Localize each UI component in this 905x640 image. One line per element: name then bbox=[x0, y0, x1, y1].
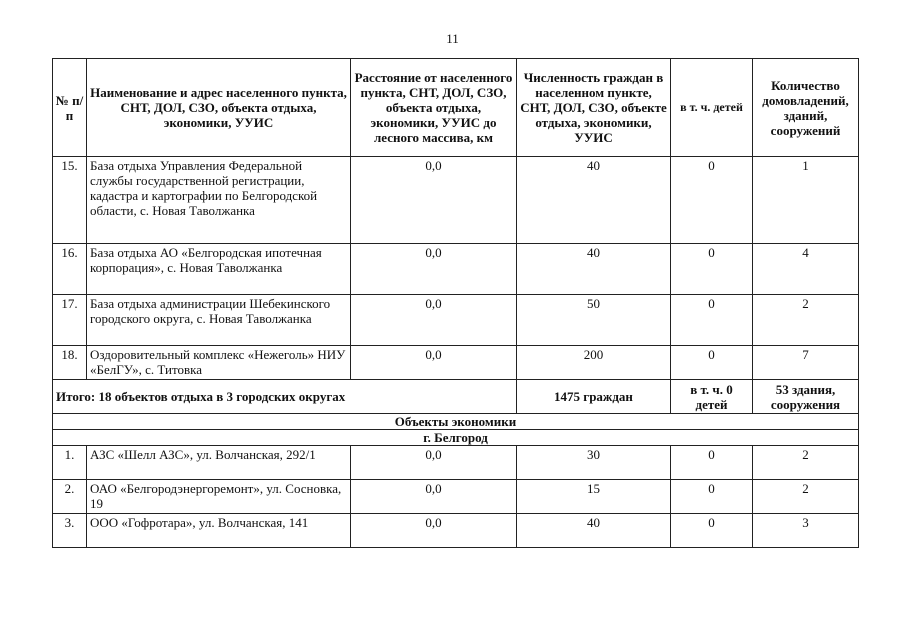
total-buildings: 53 здания, сооружения bbox=[753, 380, 859, 414]
subsection-row bbox=[53, 430, 859, 446]
row-num: 17. bbox=[53, 295, 87, 346]
total-row bbox=[53, 380, 859, 414]
row-name: ОАО «Белгородэнергоремонт», ул. Сосновка, 19 bbox=[87, 480, 351, 514]
row-distance: 0,0 bbox=[351, 346, 517, 380]
table-row bbox=[53, 480, 859, 514]
row-population: 40 bbox=[517, 244, 671, 295]
row-distance: 0,0 bbox=[351, 295, 517, 346]
row-name: База отдыха АО «Белгородская ипотечная корпорация», с. Новая Таволжанка bbox=[87, 244, 351, 295]
row-num: 18. bbox=[53, 346, 87, 380]
row-population: 30 bbox=[517, 446, 671, 480]
row-name: АЗС «Шелл АЗС», ул. Волчанская, 292/1 bbox=[87, 446, 351, 480]
total-label: Итого: 18 объектов отдыха в 3 городских округах bbox=[53, 380, 517, 414]
row-name: База отдыха администрации Шебекинского городского округа, с. Новая Таволжанка bbox=[87, 295, 351, 346]
header-children: в т. ч. детей bbox=[671, 59, 753, 157]
row-buildings: 2 bbox=[753, 295, 859, 346]
row-population: 15 bbox=[517, 480, 671, 514]
total-population: 1475 граждан bbox=[517, 380, 671, 414]
row-distance: 0,0 bbox=[351, 244, 517, 295]
row-population: 200 bbox=[517, 346, 671, 380]
row-buildings: 7 bbox=[753, 346, 859, 380]
row-buildings: 3 bbox=[753, 514, 859, 548]
section-row bbox=[53, 414, 859, 430]
header-num: № п/п bbox=[53, 59, 87, 157]
table-row bbox=[53, 514, 859, 548]
row-children: 0 bbox=[671, 295, 753, 346]
table-row bbox=[53, 157, 859, 244]
row-distance: 0,0 bbox=[351, 157, 517, 244]
row-buildings: 2 bbox=[753, 446, 859, 480]
row-distance: 0,0 bbox=[351, 480, 517, 514]
objects-table bbox=[52, 58, 859, 548]
table-row bbox=[53, 446, 859, 480]
section-title: Объекты экономики bbox=[53, 414, 859, 430]
header-population: Численность граждан в населенном пункте, СНТ, ДОЛ, СЗО, объекте отдыха, экономики, УУИС bbox=[517, 59, 671, 157]
row-children: 0 bbox=[671, 244, 753, 295]
row-name: Оздоровительный комплекс «Нежеголь» НИУ «БелГУ», с. Титовка bbox=[87, 346, 351, 380]
row-children: 0 bbox=[671, 157, 753, 244]
row-buildings: 4 bbox=[753, 244, 859, 295]
header-distance: Расстояние от населенного пункта, СНТ, ДОЛ, СЗО, объекта отдыха, экономики, УУИС до лесного массива, км bbox=[351, 59, 517, 157]
row-buildings: 1 bbox=[753, 157, 859, 244]
row-num: 2. bbox=[53, 480, 87, 514]
row-num: 3. bbox=[53, 514, 87, 548]
row-children: 0 bbox=[671, 346, 753, 380]
row-name: ООО «Гофротара», ул. Волчанская, 141 bbox=[87, 514, 351, 548]
row-distance: 0,0 bbox=[351, 446, 517, 480]
table-header-row bbox=[53, 59, 859, 157]
table-row bbox=[53, 295, 859, 346]
row-name: База отдыха Управления Федеральной службы государственной регистрации, кадастра и картографии по Белгородской области, с. Новая Таволжанка bbox=[87, 157, 351, 244]
table-row bbox=[53, 244, 859, 295]
subsection-title: г. Белгород bbox=[53, 430, 859, 446]
row-num: 1. bbox=[53, 446, 87, 480]
page-number: 11 bbox=[446, 31, 459, 46]
row-buildings: 2 bbox=[753, 480, 859, 514]
total-children: в т. ч. 0 детей bbox=[671, 380, 753, 414]
header-buildings: Количество домовладений, зданий, сооружений bbox=[753, 59, 859, 157]
row-distance: 0,0 bbox=[351, 514, 517, 548]
row-children: 0 bbox=[671, 446, 753, 480]
row-children: 0 bbox=[671, 480, 753, 514]
row-population: 50 bbox=[517, 295, 671, 346]
row-children: 0 bbox=[671, 514, 753, 548]
row-population: 40 bbox=[517, 514, 671, 548]
row-num: 15. bbox=[53, 157, 87, 244]
row-num: 16. bbox=[53, 244, 87, 295]
table-row bbox=[53, 346, 859, 380]
row-population: 40 bbox=[517, 157, 671, 244]
header-name: Наименование и адрес населенного пункта, СНТ, ДОЛ, СЗО, объекта отдыха, экономики, УУИС bbox=[87, 59, 351, 157]
